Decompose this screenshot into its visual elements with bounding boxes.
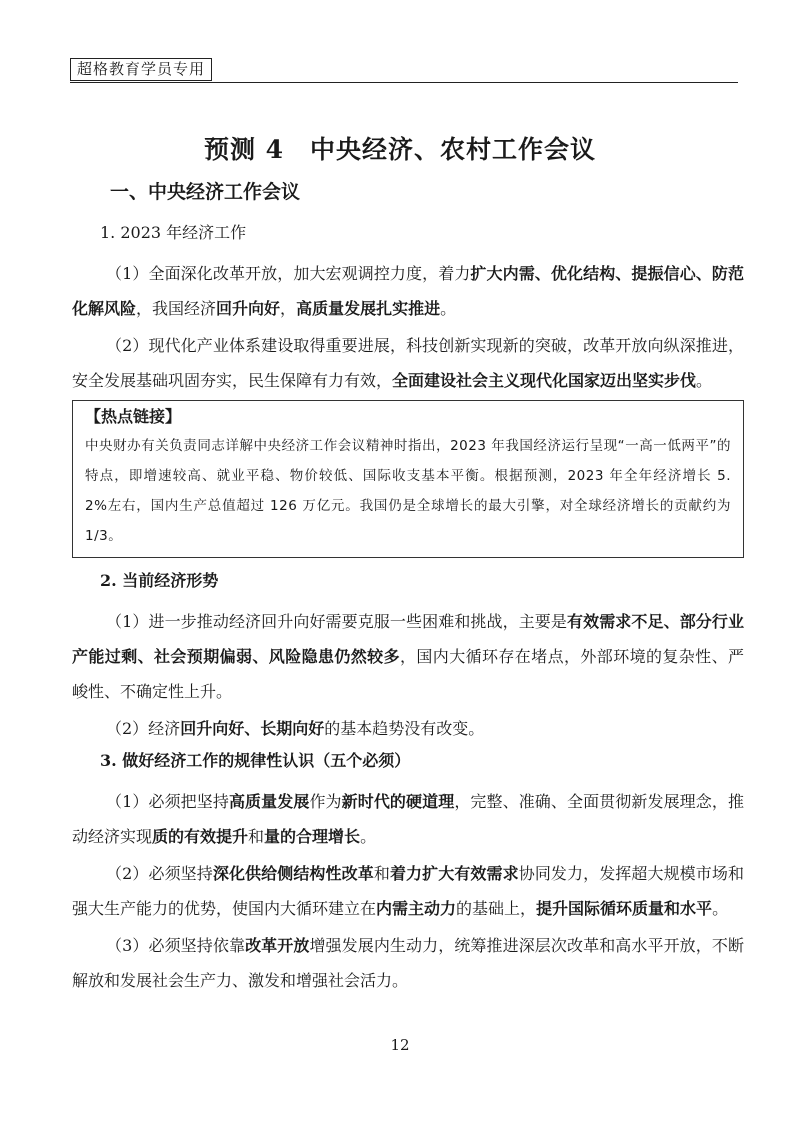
paragraph-2-2: （2）经济回升向好、长期向好的基本趋势没有改变。 xyxy=(106,719,485,738)
paragraph-1-1: （1）全面深化改革开放，加大宏观调控力度，着力扩大内需、优化结构、提振信心、防范化解风险，我国经济回升向好，高质量发展扎实推进。 xyxy=(72,264,744,318)
hot-topic-box xyxy=(72,400,744,558)
content xyxy=(72,178,744,1000)
paragraph-3-2: （2）必须坚持深化供给侧结构性改革和着力扩大有效需求协同发力，发挥超大规模市场和强大生产能力的优势，使国内大循环建立在内需主动力的基础上，提升国际循环质量和水平。 xyxy=(72,864,744,918)
page-title: 预测 4 中央经济、农村工作会议 xyxy=(203,135,597,164)
section-heading: 一、中央经济工作会议 xyxy=(110,181,301,203)
paragraph-1-2: （2）现代化产业体系建设取得重要进展，科技创新实现新的突破，改革开放向纵深推进，安全发展基础巩固夯实，民生保障有力有效，全面建设社会主义现代化国家迈出坚实步伐。 xyxy=(72,336,744,390)
header-tag: 超格教育学员专用 xyxy=(70,58,212,81)
hot-topic-text: 中央财办有关负责同志详解中央经济工作会议精神时指出，2023 年我国经济运行呈现“一高一低两平”的特点，即增速较高、就业平稳、物价较低、国际收支基本平衡。根据预测，2023 年全年经济增长 5. 2%左右，国内生产总值超过 126 万亿元。我国仍是全球增长的最大引擎，对全球经济增长的贡献约为 1/3。 xyxy=(85,438,731,544)
paragraph-3-1: （1）必须把坚持高质量发展作为新时代的硬道理，完整、准确、全面贯彻新发展理念，推动经济实现质的有效提升和量的合理增长。 xyxy=(72,792,744,846)
paragraph-2-1: （1）进一步推动经济回升向好需要克服一些困难和挑战，主要是有效需求不足、部分行业产能过剩、社会预期偏弱、风险隐患仍然较多，国内大循环存在堵点，外部环境的复杂性、严峻性、不确定性上升。 xyxy=(72,612,744,701)
header-rule xyxy=(70,82,738,83)
subsection-heading-3: 3. 做好经济工作的规律性认识（五个必须） xyxy=(100,751,411,770)
subsection-heading-1: 1. 2023 年经济工作 xyxy=(100,223,247,242)
hot-topic-title: 【热点链接】 xyxy=(85,407,182,426)
paragraph-3-3: （3）必须坚持依靠改革开放增强发展内生动力，统筹推进深层次改革和高水平开放，不断解放和发展社会生产力、激发和增强社会活力。 xyxy=(72,936,744,990)
subsection-heading-2: 2. 当前经济形势 xyxy=(100,571,219,590)
page-number: 12 xyxy=(390,1036,410,1054)
